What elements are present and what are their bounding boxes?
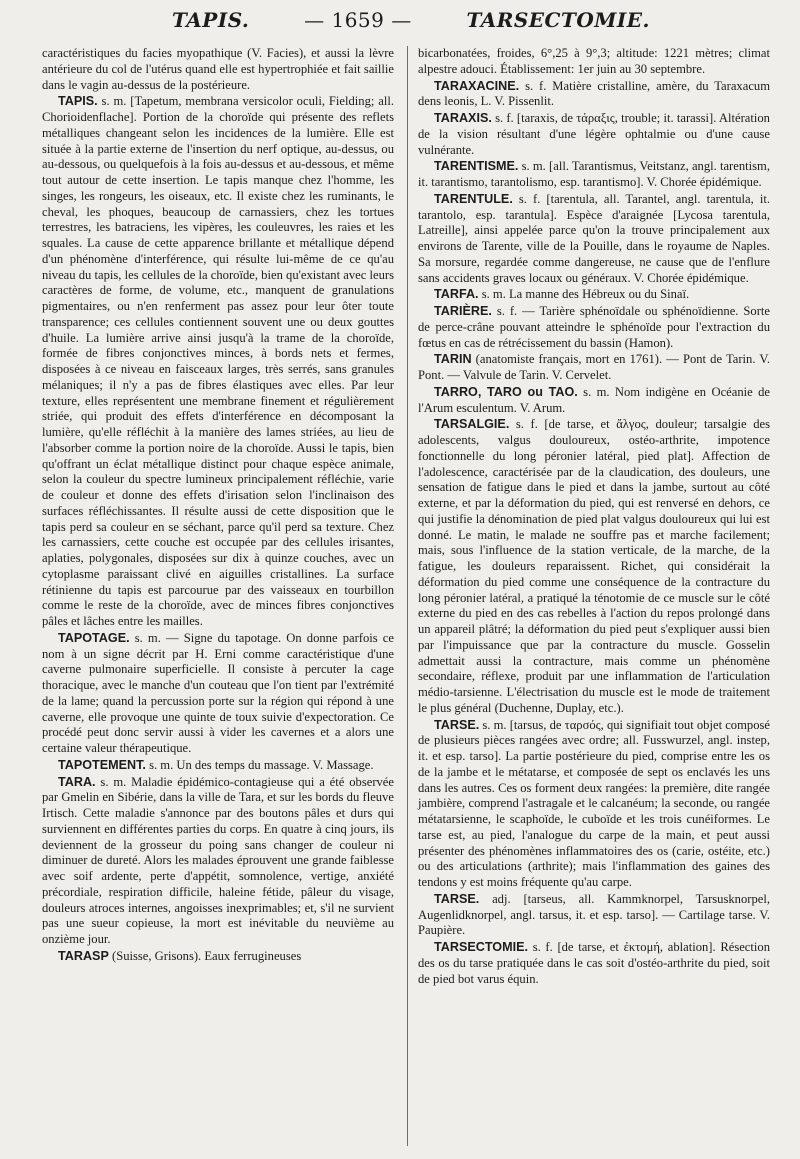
entry-term: TAPIS. xyxy=(58,94,98,109)
entry-term: TARENTULE. xyxy=(434,191,513,206)
dictionary-entry xyxy=(42,949,394,965)
dictionary-entry xyxy=(42,758,394,774)
entry-term: TARENTISME. xyxy=(434,159,519,174)
entry-term: TAPOTEMENT. xyxy=(58,757,146,772)
entry-text: s. m. [Tapetum, membrana versicolor oculi, Fielding; all. Chorioidenflache]. Portion de la choroïde qui présente des reflets métalliques changeant selon les incidences de la lumière. Elle est située à la partie externe de l'insertion du nerf optique, au-dessus, ou au-dessous, ou quelquefois à la fois au-dessus et au-dessous, et même tout autour de cette insertion. Le tapis manque chez l'homme, les singes, les rongeurs, les oiseaux, etc. Il existe chez les ruminants, le cheval, les phoques, beaucoup de carnassiers, chez les tortues terrestres, les batraciens, les vipères, les couleuvres, les raies et les squales. La cause de cette apparence brillante et métallique dépend d'un phénomène d'interférence, qui résulte lui-même de ce qu'au niveau du tapis, les cellules de la choroïde, bien qu'existant avec leurs caractères de forme, de volume, etc., manquent de granulations pigmentaires, ou n'en renferment pas assez pour leur ôter toute transparence; ces cellules contiennent souvent une ou deux gouttes d'huile. La lumière arrive ainsi jusqu'à la trame de la choroïde, formée de fibres conjonctives minces, à bords nets et fermes, disposées à ce niveau en faisceaux larges, très serrés, sans granules mélaniques; il n'y a pas de fibres élastiques avec elles. Par leur texture, elles représentent une membrane finement et régulièrement striée, qui produit des effets d'interférence en décomposant la lumière, qu'elle réfléchit à la manière des lames striées, au lieu de l'absorber comme la portion noire de la choroïde. Aussi le tapis, bien qu'offrant un éclat métallique distinct pour chaque espèce animale, selon la couleur du spectre lumineux principalement réfléchie, varie de couleur et donne des effets d'irisation selon l'inclinaison des surfaces réfléchissantes. Il résulte aussi de cette disposition que le tapis perd sa couleur en se séchant, parce qu'il perd sa texture. Chez les carnassiers, cette couche est occupée par des cellules irisantes, aplaties, polygonales, disposées sur dix à quinze couches, avec un cytoplasme paraissant clivé en aiguilles cristallines. La surface rétinienne du tapis est parcourue par des vaisseaux en tourbillon comme le reste de la choroïde, avec de minces fibres conjonctives pâles et lâches entre les mailles. xyxy=(42,94,394,628)
entry-term: TARAXACINE. xyxy=(434,78,520,93)
entry-text: s. f. [taraxis, de τάραξις, trouble; it. tarassi]. Altération de la vision résultant d'une légère ophtalmie ou d'une cause vulnérante. xyxy=(418,111,770,157)
entry-text: s. m. [tarsus, de ταρσός, qui signifiait tout objet composé de plusieurs pièces rangées avec ordre; all. Fusswurzel, angl. instep, it. et esp. tarso]. La partie postérieure du pied, comprise entre les os de la jambe et le métatarse, et composée de sept os enclavés les uns dans les autres. Ces os forment deux rangées: la première, dite rangée jambière, comprend l'astragale et le calcanéum; la seconde, ou rangée métatarsienne, le scaphoïde, le cuboïde et les trois cunéiformes. Le tarse est, au pied, l'analogue du carpe de la main, et peut aussi présenter des phénomènes inflammatoires des os (carie, ostéite, etc.) ou des articulations (arthrite); mais l'inflammation des gaines des tendons y est moins fréquente qu'au carpe. xyxy=(418,717,770,889)
entry-term: TARSE. xyxy=(434,717,480,732)
dictionary-entry xyxy=(418,192,770,287)
dictionary-entry xyxy=(418,304,770,351)
dictionary-entry xyxy=(418,287,770,303)
header-right-term: TARSECTOMIE. xyxy=(466,8,650,32)
entry-term: TARIN xyxy=(434,352,472,367)
entry-term: TARAXIS. xyxy=(434,111,492,125)
running-head xyxy=(42,8,770,46)
page-number: — 1659 — xyxy=(304,8,412,32)
dictionary-entry xyxy=(418,718,770,891)
entry-term: TARASP xyxy=(58,948,109,963)
entry-text: s. m. Maladie épidémico-contagieuse qui a été observée par Gmelin en Sibérie, dans la ville de Tara, et sur les bords du fleuve Irtisch. Cette maladie s'annonce par des boutons pâles et durs qui surviennent en différentes parties du corps. En quatre à cinq jours, ils deviennent de la grosseur du poing sans changer de couleur ni diminuer de dureté. Alors les malades éprouvent une grande faiblesse avec soif ardente, perte d'appétit, somnolence, vertige, anxiété précordiale, respiration difficile, haleine fétide, pâleur du visage, douleurs atroces internes, angoisses inexprimables; et, s'il ne survient pas une sueur copieuse, la mort est inévitable du neuvième au onzième jour. xyxy=(42,774,394,946)
dictionary-entry xyxy=(418,46,770,78)
entry-text: s. f. — Tarière sphénoïdale ou sphénoïdienne. Sorte de perce-crâne pouvant atteindre le sphénoïde pour l'extraction du fœtus en cas de rétrécissement du bassin (Hamon). xyxy=(418,304,770,350)
entry-text: s. m. La manne des Hébreux ou du Sinaï. xyxy=(481,287,690,302)
entry-text: (Suisse, Grisons). Eaux ferrugineuses xyxy=(112,948,302,963)
entry-term: TARFA. xyxy=(434,287,479,302)
entry-term: TAPOTAGE. xyxy=(58,630,130,645)
entry-term: TARIÈRE. xyxy=(434,304,492,318)
entry-text: s. m. — Signe du tapotage. On donne parfois ce nom à un signe décrit par H. Erni comme caractéristique d'une caverne pulmonaire superficielle. Il consiste à percuter la cage thoracique, avec le manche d'un couteau que l'on tient par l'extrémité de la lame; quand la percussion porte sur la région qui répond à une caverne, elle provoque une quinte de toux suivie d'expectoration. Ce procédé peut donc servir aussi à vider les cavernes et a alors une certaine valeur thérapeutique. xyxy=(42,630,394,755)
dictionary-entry xyxy=(42,775,394,948)
dictionary-entry xyxy=(418,892,770,939)
entry-text: (anatomiste français, mort en 1761). — Pont de Tarin. V. Pont. — Valvule de Tarin. V. Cervelet. xyxy=(418,352,770,382)
column-separator xyxy=(407,46,408,1146)
entry-text: s. f. [de tarse, et ἄλγος, douleur; tarsalgie des adolescents, valgus douloureux, ostéo-arthrite, impotence fonctionnelle du long péronier latéral, pied plat]. Affection de l'adolescence, caractérisée par de la claudication, des douleurs, une sensation de fatigue dans le pied et dans la jambe, surtout au côté externe, et par la déformation du pied, qui est renversé en dehors, ce qui justifie la dénomination de pied plat valgus douloureux qui lui est donné. Le matin, le malade ne souffre pas et marche facilement; mais, sous l'influence de la station verticale, de la marche, de la fatigue, les douleurs reparaissent. Richet, qui considérait la déformation du pied comme une conséquence de la contracture du long péronier latéral, a pratiqué la ténotomie de ce muscle sur le côté externe du pied en des cas rebelles à l'action du repos prolongé dans un appareil plâtré; la déformation du pied peut s'expliquer aussi bien par l'impuissance que par la contracture du muscle. Gosselin admettait aussi la contracture, mais comme un phénomène secondaire, réflexe, produit par une inflammation de l'articulation médio-tarsienne. L'électrisation du muscle est le mode de traitement le plus général (Duchenne, Duplay, etc.). xyxy=(418,417,770,715)
entry-text: s. f. [de tarse, et ἐκτομή, ablation]. Résection des os du tarse pratiquée dans le cas soit d'ostéo-arthrite du pied, soit de pied bot varus équin. xyxy=(418,940,770,986)
entry-text: adj. [tarseus, all. Kammknorpel, Tarsusknorpel, Augenlidknorpel, angl. tarsus, it. et esp. tarso]. — Cartilage tarse. V. Paupière. xyxy=(418,891,770,938)
entry-term: TARSE. xyxy=(434,891,480,906)
dictionary-entry xyxy=(418,159,770,191)
right-column xyxy=(418,46,770,988)
entry-text: s. m. [all. Tarantismus, Veitstanz, angl. tarentism, it. tarantismo, tarantolismo, esp. tarantismo]. V. Chorée épidémique. xyxy=(418,159,770,189)
header-left-term: TAPIS. xyxy=(172,8,250,32)
dictionary-entry xyxy=(418,79,770,111)
dictionary-entry xyxy=(418,385,770,417)
entry-term: TARRO, TARO ou TAO. xyxy=(434,384,578,399)
entry-term: TARSECTOMIE. xyxy=(434,940,528,954)
entry-term: TARSALGIE. xyxy=(434,417,510,432)
dictionary-entry xyxy=(42,46,394,93)
entry-text: s. f. Matière cristalline, amère, du Taraxacum dens leonis, L. V. Pissenlit. xyxy=(418,78,770,109)
dictionary-entry xyxy=(42,631,394,757)
entry-text: s. f. [tarentula, all. Tarantel, angl. tarentula, it. tarantolo, esp. tarantula]. Espèce d'araignée [Lycosa tarentula, Latreille], ainsi appelée parce qu'on la trouve principalement aux environs de Tarente, ville de la Pouille, dans le royaume de Naples. Sa morsure, regardée comme dangereuse, ne cause que de l'enflure sans accidents graves locaux ou généraux. V. Chorée épidémique. xyxy=(418,191,770,285)
text-columns xyxy=(42,46,770,988)
dictionary-entry xyxy=(42,94,394,630)
entry-text: s. m. Nom indigène en Océanie de l'Arum esculentum. V. Arum. xyxy=(418,384,770,415)
entry-text: s. m. Un des temps du massage. V. Massage. xyxy=(149,757,374,772)
entry-term: TARA. xyxy=(58,774,96,789)
entry-text: caractéristiques du facies myopathique (V. Facies), et aussi la lèvre antérieure du col de l'utérus quand elle est hypertrophiée et fait saillie dans le vagin au-dessus de la postérieure. xyxy=(42,46,394,92)
dictionary-entry xyxy=(418,111,770,158)
dictionary-entry xyxy=(418,352,770,384)
entry-text: bicarbonatées, froides, 6°,25 à 9°,3; altitude: 1221 mètres; climat alpestre adouci. Établissement: 1er juin au 30 septembre. xyxy=(418,46,770,76)
dictionary-entry xyxy=(418,417,770,716)
dictionary-entry xyxy=(418,940,770,987)
left-column xyxy=(42,46,394,988)
